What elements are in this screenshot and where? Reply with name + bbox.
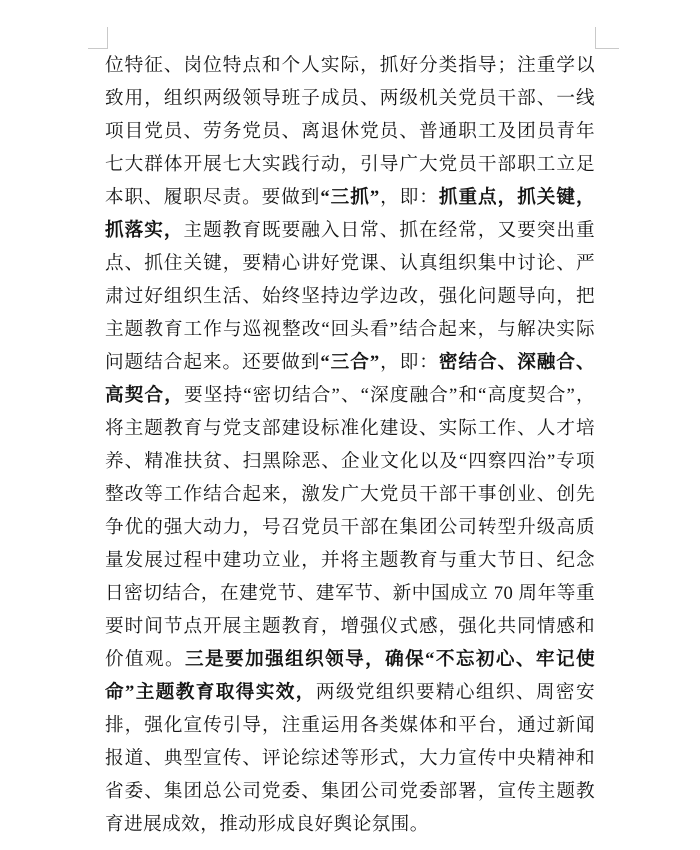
- text-run: 密结合、深融合、高契合，: [105, 352, 595, 406]
- text-run: ，即：: [379, 352, 439, 373]
- text-run: 要坚持“密切结合”、“深度融合”和“高度契合”，将主题教育与党支部建设标准化建设、实际工作、人才培养、精准扶贫、扫黑除恶、企业文化以及“四察四治”专项整改等工作结合起来，激发广大党员干部干事创业、创先争优的强大动力，号召党员干部在集团公司转型升级高质量发展过程中建功立业，并将主题教育与重大节日、纪念日密切结合，在建党节、建军节、新中国成立 70 周年等重要时间节点开展主题教育，增强仪式感，强化共同情感和价值观。: [105, 385, 595, 670]
- text-run: 两级党组织要精心组织、周密安排，强化宣传引导，注重运用各类媒体和平台，通过新闻报道、典型宣传、评论综述等形式，大力宣传中央精神和省委、集团总公司党委、集团公司党委部署，宣传主题教育进展成效，推动形成良好舆论氛围。: [105, 682, 595, 835]
- text-run: ，即：: [379, 187, 439, 208]
- document-body-text[interactable]: [105, 49, 595, 841]
- text-run: “三合”: [320, 352, 380, 373]
- text-run: “三抓”: [320, 187, 380, 208]
- text-run: 位特征、岗位特点和个人实际，抓好分类指导；注重学以致用，组织两级领导班子成员、两级机关党员干部、一线项目党员、劳务党员、离退休党员、普通职工及团员青年七大群体开展七大实践行动，引导广大党员干部职工立足本职、履职尽责。要做到: [105, 55, 595, 208]
- margin-corner-mark-top-left: [88, 27, 108, 49]
- text-run: 抓重点，抓关键，抓落实，: [105, 187, 595, 241]
- margin-corner-mark-top-right: [595, 27, 619, 49]
- text-run: 三是要加强组织领导，确保“不忘初心、牢记使命”主题教育取得实效，: [105, 649, 595, 703]
- text-run: 主题教育既要融入日常、抓在经常，又要突出重点、抓住关键，要精心讲好党课、认真组织集中讨论、严肃过好组织生活、始终坚持边学边改，强化问题导向，把主题教育工作与巡视整改“回头看”结合起来，与解决实际问题结合起来。还要做到: [105, 220, 595, 373]
